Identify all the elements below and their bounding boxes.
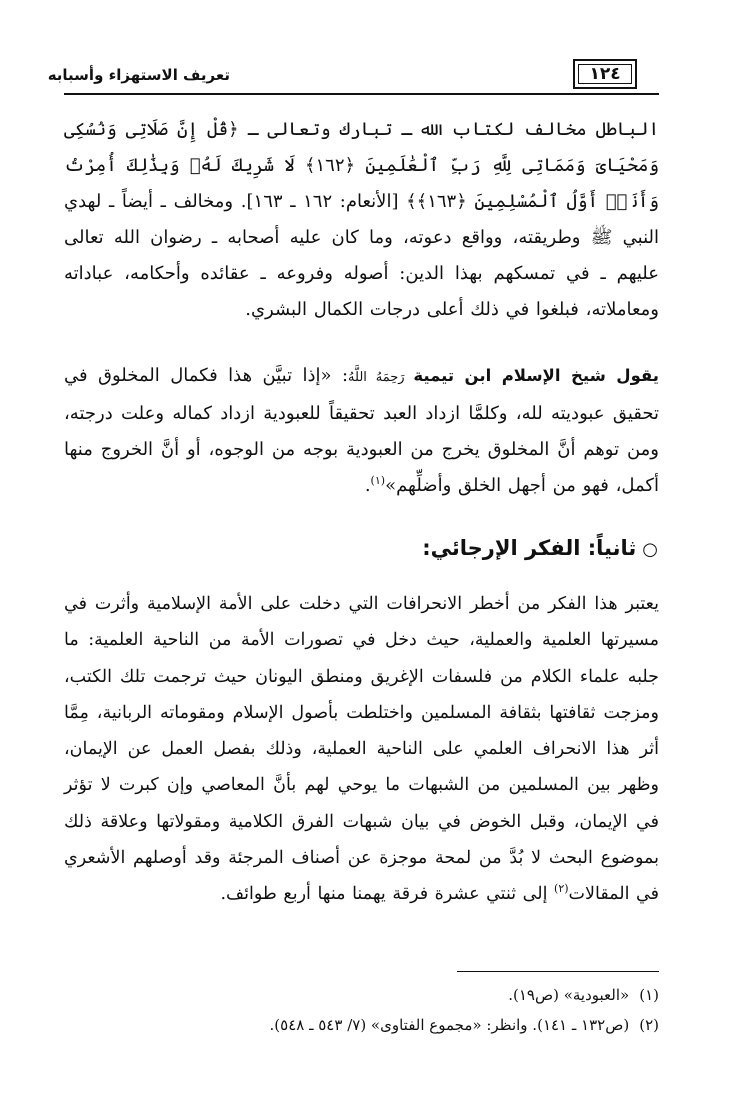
footnote-number: (٢) bbox=[639, 1016, 659, 1034]
footnote-2 bbox=[64, 1010, 659, 1040]
paragraph-quran-citation bbox=[64, 112, 659, 328]
footnotes bbox=[64, 980, 659, 1040]
circle-bullet-icon: ○ bbox=[642, 539, 658, 560]
footnote-1 bbox=[64, 980, 659, 1010]
header-rule bbox=[64, 93, 659, 95]
quote-text: : «إذا تبيَّن هذا فكمال المخلوق في تحقيق عبوديته لله، وكلمَّا ازداد العبد تحقيقاً للعبودية ازداد كماله وعلت درجته، ومن توهم أنَّ المخلوق يخرج من العبودية بوجه من الوجوه، أو أنَّ الخروج منها أكمل، فهو من أجهل الخلق وأضلِّهم» bbox=[64, 365, 659, 496]
paragraph3-text-a: يعتبر هذا الفكر من أخطر الانحرافات التي دخلت على الأمة الإسلامية وأثرت في مسيرتها العلمية والعملية، حيث دخل في تصورات الأمة من الناحية العلمية: ما جلبه علماء الكلام من فلسفات الإغريق ومنطق اليونان حيث ترجمت تلك الكتب، ومزجت ثقافتها بثقافة المسلمين واختلطت بأصول الإسلام ومقوماته الربانية، مِمَّا أثر هذا الانحراف العلمي على الناحية العملية، وذلك بفصل العمل عن الإيمان، وظهر بين المسلمين من الشبهات ما يوحي لهم بأنَّ المعاصي وإن كبرت لا تؤثر في الإيمان، وقبل الخوض في بيان شبهات الفرق الكلامية ومقولاتها وعلاقة ذلك بموضوع البحث لا بُدَّ من لمحة موجزة عن أصناف المرجئة وقد أوصلهم الأشعري في المقالات bbox=[64, 594, 659, 905]
footnote-ref-2: (٢) bbox=[554, 882, 569, 896]
paragraph-irja-thought bbox=[64, 586, 659, 913]
paragraph3-text-b: إلى ثنتي عشرة فرقة يهمنا منها أربع طوائف. bbox=[220, 884, 555, 905]
quote-end: . bbox=[364, 475, 371, 496]
section-heading-text: ثانياً: الفكر الإرجائي: bbox=[422, 536, 637, 560]
paragraph1-text-b: [الأنعام: ١٦٢ ـ ١٦٣]. ومخالف ـ أيضاً ـ لهدي النبي ﷺ وطريقته، وواقع دعوته، وما كان عليه أصحابه ـ رضوان الله تعالى عليهم ـ في تمسكهم بهذا الدين: أصوله وفروعه ـ عقائده وأحكامه، عباداته ومعاملاته، فبلغوا في ذلك أعلى درجات الكمال البشري. bbox=[64, 191, 659, 320]
quote-speaker: يقول شيخ الإسلام ابن تيمية bbox=[413, 366, 659, 385]
footnote-text: (ص١٣٢ ـ ١٤١). وانظر: «مجموع الفتاوى» (٧/ ٥٤٣ ـ ٥٤٨). bbox=[269, 1016, 630, 1034]
section-heading bbox=[422, 528, 658, 570]
paragraph1-text-a: الباطل مخالف لكتاب الله ـ تبارك وتعالى ـ bbox=[238, 119, 659, 140]
page-number: ١٢٤ bbox=[589, 64, 621, 84]
paragraph-ibn-taymiyya-quote bbox=[64, 358, 659, 504]
page-number-box bbox=[573, 59, 637, 89]
quran-verse: ﴿قُلْ إِنَّ صَلَاتِى وَنُسُكِى وَمَحْيَاىَ وَمَمَاتِى لِلَّهِ رَبِّ ٱلْعَٰلَمِينَ ﴿١٦٢﴾ لَا شَرِيكَ لَهُۥ وَبِذَٰلِكَ أُمِرْتُ وَأَنَا۠ أَوَّلُ ٱلْمُسْلِمِينَ ﴿١٦٣﴾﴾ bbox=[64, 119, 659, 212]
honorific: رَحِمَهُ اللَّهُ bbox=[348, 370, 414, 385]
footnote-text: «العبودية» (ص١٩). bbox=[508, 986, 630, 1004]
footnote-separator bbox=[457, 971, 659, 972]
footnote-ref-1: (١) bbox=[370, 474, 386, 487]
footnote-number: (١) bbox=[639, 986, 659, 1004]
running-title: تعريف الاستهزاء وأسبابه bbox=[47, 66, 230, 84]
